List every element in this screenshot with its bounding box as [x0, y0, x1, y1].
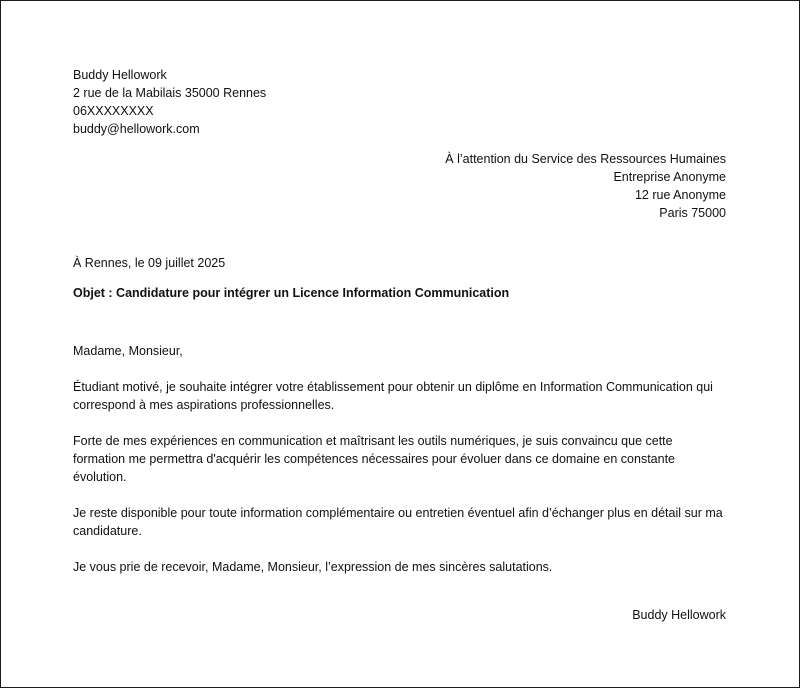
body-paragraph: Je reste disponible pour toute information complémentaire ou entretien éventuel afin d’échanger plus en détail sur ma candidature.	[73, 506, 723, 538]
body-paragraph: Étudiant motivé, je souhaite intégrer votre établissement pour obtenir un diplôme en Information Communication qui correspond à mes aspirations professionnelles.	[73, 380, 713, 412]
recipient-company: Entreprise Anonyme	[613, 170, 726, 184]
salutation: Madame, Monsieur,	[73, 344, 183, 358]
subject-line: Objet : Candidature pour intégrer un Licence Information Communication	[73, 286, 510, 300]
body-paragraph: Forte de mes expériences en communication et maîtrisant les outils numériques, je suis convaincu que cette formation me permettra d'acquérir les compétences nécessaires pour évoluer dans ce domaine en constante évolution.	[73, 434, 676, 484]
signature: Buddy Hellowork	[632, 608, 726, 622]
sender-address: 2 rue de la Mabilais 35000 Rennes	[73, 86, 267, 100]
letter-body	[73, 342, 728, 594]
recipient-block	[445, 150, 726, 222]
recipient-city: Paris 75000	[659, 206, 726, 220]
closing-paragraph: Je vous prie de recevoir, Madame, Monsieur, l’expression de mes sincères salutations.	[73, 560, 553, 574]
sender-phone: 06XXXXXXXX	[73, 104, 154, 118]
sender-name: Buddy Hellowork	[73, 68, 167, 82]
sender-block	[73, 66, 266, 138]
recipient-attention: À l’attention du Service des Ressources Humaines	[445, 152, 726, 166]
date-line: À Rennes, le 09 juillet 2025	[73, 256, 226, 270]
sender-email: buddy@hellowork.com	[73, 122, 200, 136]
recipient-street: 12 rue Anonyme	[634, 188, 726, 202]
